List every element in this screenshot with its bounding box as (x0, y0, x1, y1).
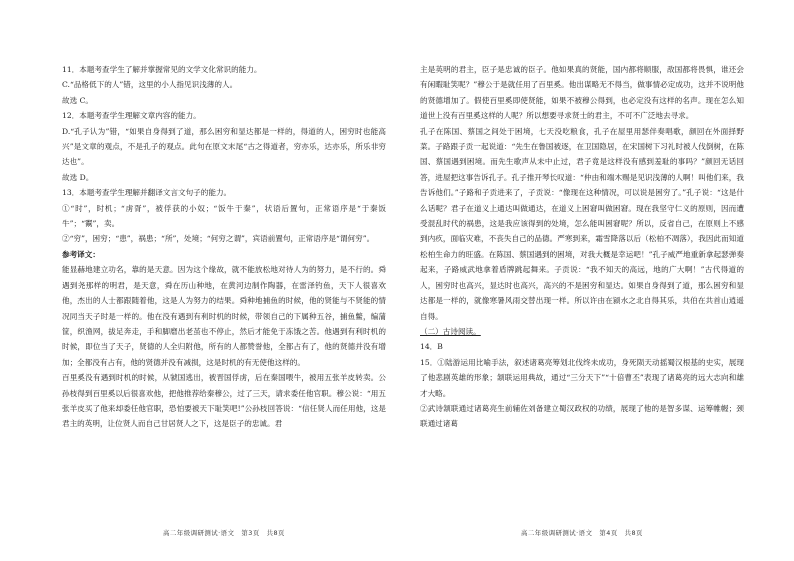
translation-paragraph-4: 孔子在陈国、蔡国之间处于困境，七天没吃粮食，孔子在屋里用瑟伴奏唱歌，颜回在外面择野菜。子路跟子贡一起说道：“先生在鲁国被逐，在卫国隐居，在宋国树下习礼时被人伐倒树，在陈国、蔡国遇到困境。而先生歌声从未中止过，君子竟是这样没有感到羞耻的事吗？”颜回无话回答，进屋把这事告诉孔子。孔子推开琴长叹道：“仲由和端木赐是见识浅薄的人啊！叫他们来，我告诉他们。”子路和子贡进来了，子贡说：“像现在这种情况，可以说是困穷了。”孔子说：“这是什么话呢？君子在道义上通达叫做通达，在道义上困窘叫做困窘。现在我坚守仁义的原则，因而遭受混乱时代的祸患，这是我应该得到的处境，怎么能叫困窘呢？所以，反省自己，在原则上不感到内疚，面临灾难，不丧失自己的品德。严寒到来，霜雪降落以后（松柏不凋落），我因此而知道松柏生命力的旺盛。在陈国、蔡国遇到的困境，对我大概是幸运吧！”孔子威严地重新拿起瑟弹奏起来，子路威武地拿着盾牌跳起舞来。子贡说：“我不知天的高远，地的广大啊！”古代得道的人，困穷时也高兴，显达时也高兴，高兴的不是困穷和显达。如果自身得到了道，那么困穷和显达都是一样的，就像寒暑风雨交替出现一样。所以许由在颍水之北自得其乐，共伯在共首山逍遥自得。 (420, 126, 744, 321)
answer-11-choice: 故选 C。 (62, 95, 94, 105)
right-column (420, 62, 744, 432)
answer-15-point-2: ②武诗颔联通过诸葛亮生前辅佐刘备建立蜀汉政权的功绩，展现了他的是智多谋、运筹帷幄；颈联通过诸葛 (420, 403, 744, 429)
answer-13-heading: 13．本题考查学生理解并翻译文言文句子的能力。 (62, 188, 232, 198)
poetry-section-heading: （二）古诗阅读。 (420, 326, 481, 336)
translation-paragraph-1: 能显赫地建立功名，靠的是天意。因为这个缘故，就不能放松地对待人为的努力，是不行的。舜遇到尧那样的明君，是天意，舜在历山种地，在黄河边制作陶器，在雷泽钓鱼，天下人很喜欢他，杰出的人士都跟随着他，这是人为努力的结果。舜种地捕鱼的时候，他的贤能与不贤能的情况同当天子时是一样的。他在没有遇到有利时机的时候，带领自己的下属种五谷，捕鱼鳖，编蒲筐，织渔网，拔足奔走，手和脚磨出老茧也不停止，然后才能免于冻饿之苦。他遇到有利时机的时候，即位当了天子，贤德的人全归附他，所有的人都赞誉他，全都占有了，他的贤德并没有增加；全都没有占有，他的贤德并没有减损，这是时机的有无使他这样的。 (62, 265, 386, 367)
answer-12-explanation: D.“孔子认为”错，“如果自身得到了道，那么困穷和显达都是一样的，得道的人，困穷时也能高兴”是文章的观点，不是孔子的观点。此句在原文末尾“古之得道者，穷亦乐，达亦乐，所乐非穷达也”。 (62, 126, 386, 167)
reference-translation-heading: 参考译文： (62, 249, 100, 259)
answer-12-choice: 故选 D。 (62, 172, 94, 182)
translation-paragraph-3: 主是英明的君主，臣子是忠诚的臣子。他如果真的贤能，国内都将顺服，敌国都将畏惧，谁还会有闲暇耻笑呢？”穆公于是就任用了百里奚。他出谋略无不得当，做事情必定成功，这并不说明他的贤德增加了。假使百里奚即使贤能，如果不被穆公得到，也必定没有这样的名声。现在怎么知道世上没有百里奚这样的人呢？所以想要寻求贤士的君主，不可不广泛地去寻求。 (420, 65, 744, 121)
answer-11-heading: 11．本题考查学生了解并掌握常见的文学文化常识的能力。 (62, 65, 262, 74)
answer-14: 14．B (420, 342, 443, 352)
answer-11-explanation: C.“品格低下的人”错，这里的小人指见识浅薄的人。 (62, 80, 238, 90)
answer-15-point-1: 15．①陆游运用比喻手法，叙述诸葛亮筹划北伐终未成功，身死陨天动摇蜀汉根基的史实，展现了他悲剧英雄的形象；颔联运用典故，通过“三分天下”“十倍曹丕”表现了诸葛亮的远大志向和雄才大略。 (420, 357, 744, 398)
answer-13-point-1: ①“时”，时机；“虏胥”，被俘获的小奴；“饭牛于秦”，状语后置句，正常语序是“于秦饭牛”；“鬻”，卖。 (62, 203, 386, 229)
page-footer-right: 高二年级调研测试·语文 第4页 共8页 (521, 529, 643, 537)
translation-paragraph-2: 百里奚没有遇到时机的时候，从虢国逃出，被晋国俘虏，后在秦国喂牛，被用五张羊皮转卖。公孙枝得到百里奚以后很喜欢他，把他推荐给秦穆公，过了三天，请求委任他官职。穆公说：“用五张羊皮买了他来却委任他官职，恐怕要被天下耻笑吧!”公孙枝回答说：“信任贤人而任用他，这是君主的英明，让位贤人而自己甘居贤人之下，这是臣子的忠诚。君 (62, 373, 386, 429)
answer-13-point-2: ②“穷”，困穷；“患”，祸患；“所”，处境；“何穷之谓”，宾语前置句，正常语序是“谓何穷”。 (62, 234, 375, 244)
answer-12-heading: 12．本题考查学生理解文章内容的能力。 (62, 111, 201, 121)
left-column (62, 62, 386, 432)
page-footer-left: 高二年级调研测试·语文 第3页 共8页 (163, 529, 285, 537)
